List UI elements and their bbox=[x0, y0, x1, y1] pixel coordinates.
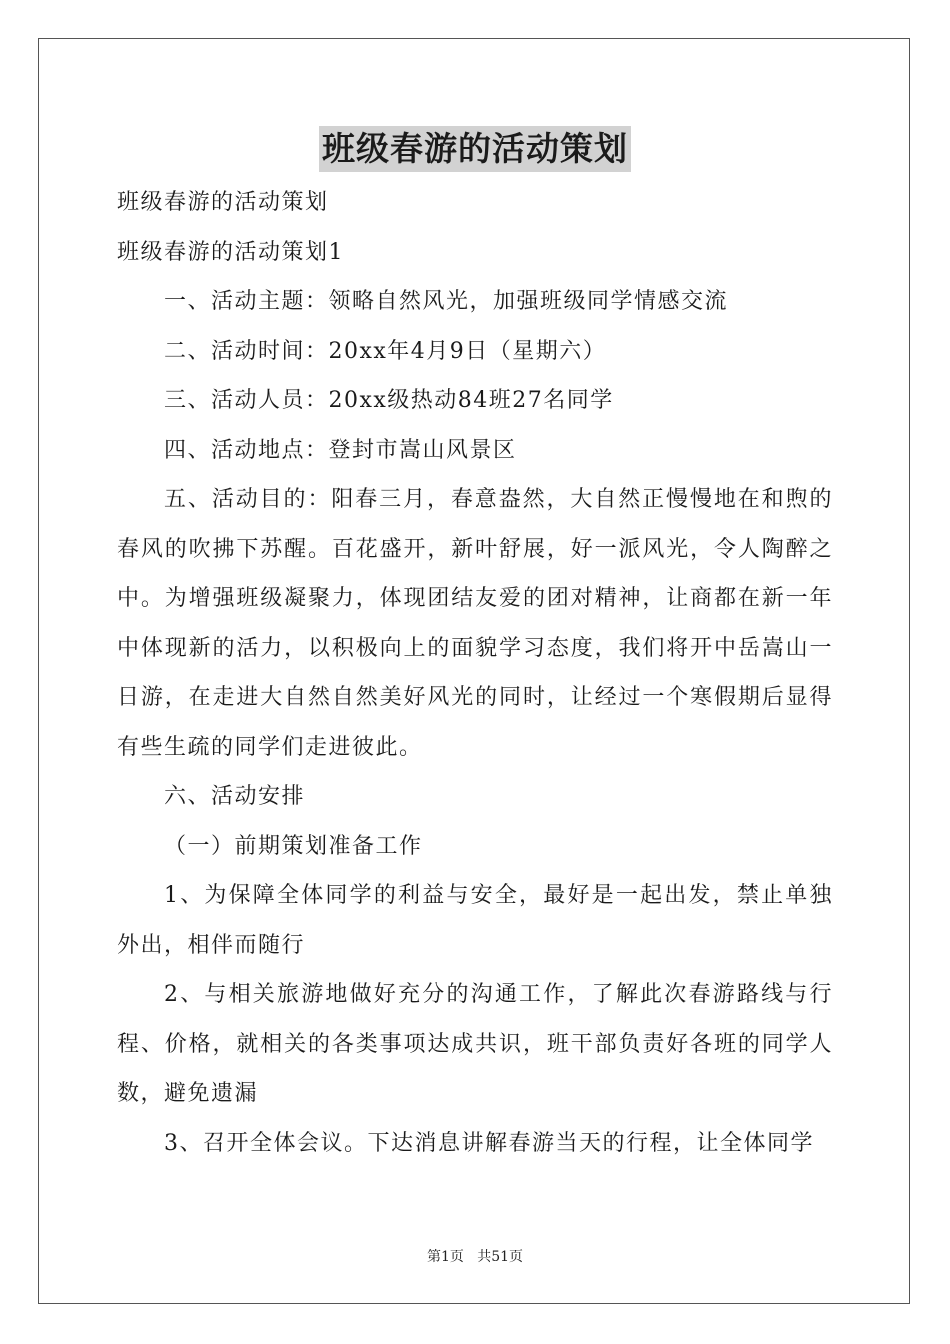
paragraph: 三、活动人员：20xx级热动84班27名同学 bbox=[164, 388, 614, 413]
paragraph: 四、活动地点：登封市嵩山风景区 bbox=[164, 437, 517, 463]
paragraph: 一、活动主题：领略自然风光，加强班级同学情感交流 bbox=[164, 289, 729, 314]
paragraph: 六、活动安排 bbox=[164, 784, 306, 809]
paragraph: 3、召开全体会议。下达消息讲解春游当天的行程，让全体同学 bbox=[164, 1130, 814, 1156]
document-body bbox=[117, 178, 833, 1168]
paragraph: 五、活动目的：阳春三月，春意盎然，大自然正慢慢地在和煦的春风的吹拂下苏醒。百花盛开，新叶舒展，好一派风光，令人陶醉之中。为增强班级凝聚力，体现团结友爱的团对精神，让商都在新一年中体现新的活力，以积极向上的面貌学习态度，我们将开中岳嵩山一日游，在走进大自然自然美好风光的同时，让经过一个寒假期后显得有些生疏的同学们走进彼此。 bbox=[117, 487, 833, 760]
document-title: 班级春游的活动策划 bbox=[319, 126, 631, 172]
page-footer bbox=[0, 1246, 950, 1266]
title-container bbox=[0, 126, 950, 172]
page-number: 第1页 共51页 bbox=[426, 1249, 524, 1265]
paragraph: 2、与相关旅游地做好充分的沟通工作，了解此次春游路线与行程、价格，就相关的各类事项达成共识，班干部负责好各班的同学人数，避免遗漏 bbox=[117, 982, 833, 1106]
paragraph: 1、为保障全体同学的利益与安全，最好是一起出发，禁止单独外出，相伴而随行 bbox=[117, 883, 833, 958]
paragraph: 二、活动时间：20xx年4月9日（星期六） bbox=[164, 338, 607, 364]
paragraph: 班级春游的活动策划1 bbox=[117, 239, 344, 265]
paragraph: 班级春游的活动策划 bbox=[117, 190, 329, 215]
paragraph: （一）前期策划准备工作 bbox=[164, 833, 423, 859]
